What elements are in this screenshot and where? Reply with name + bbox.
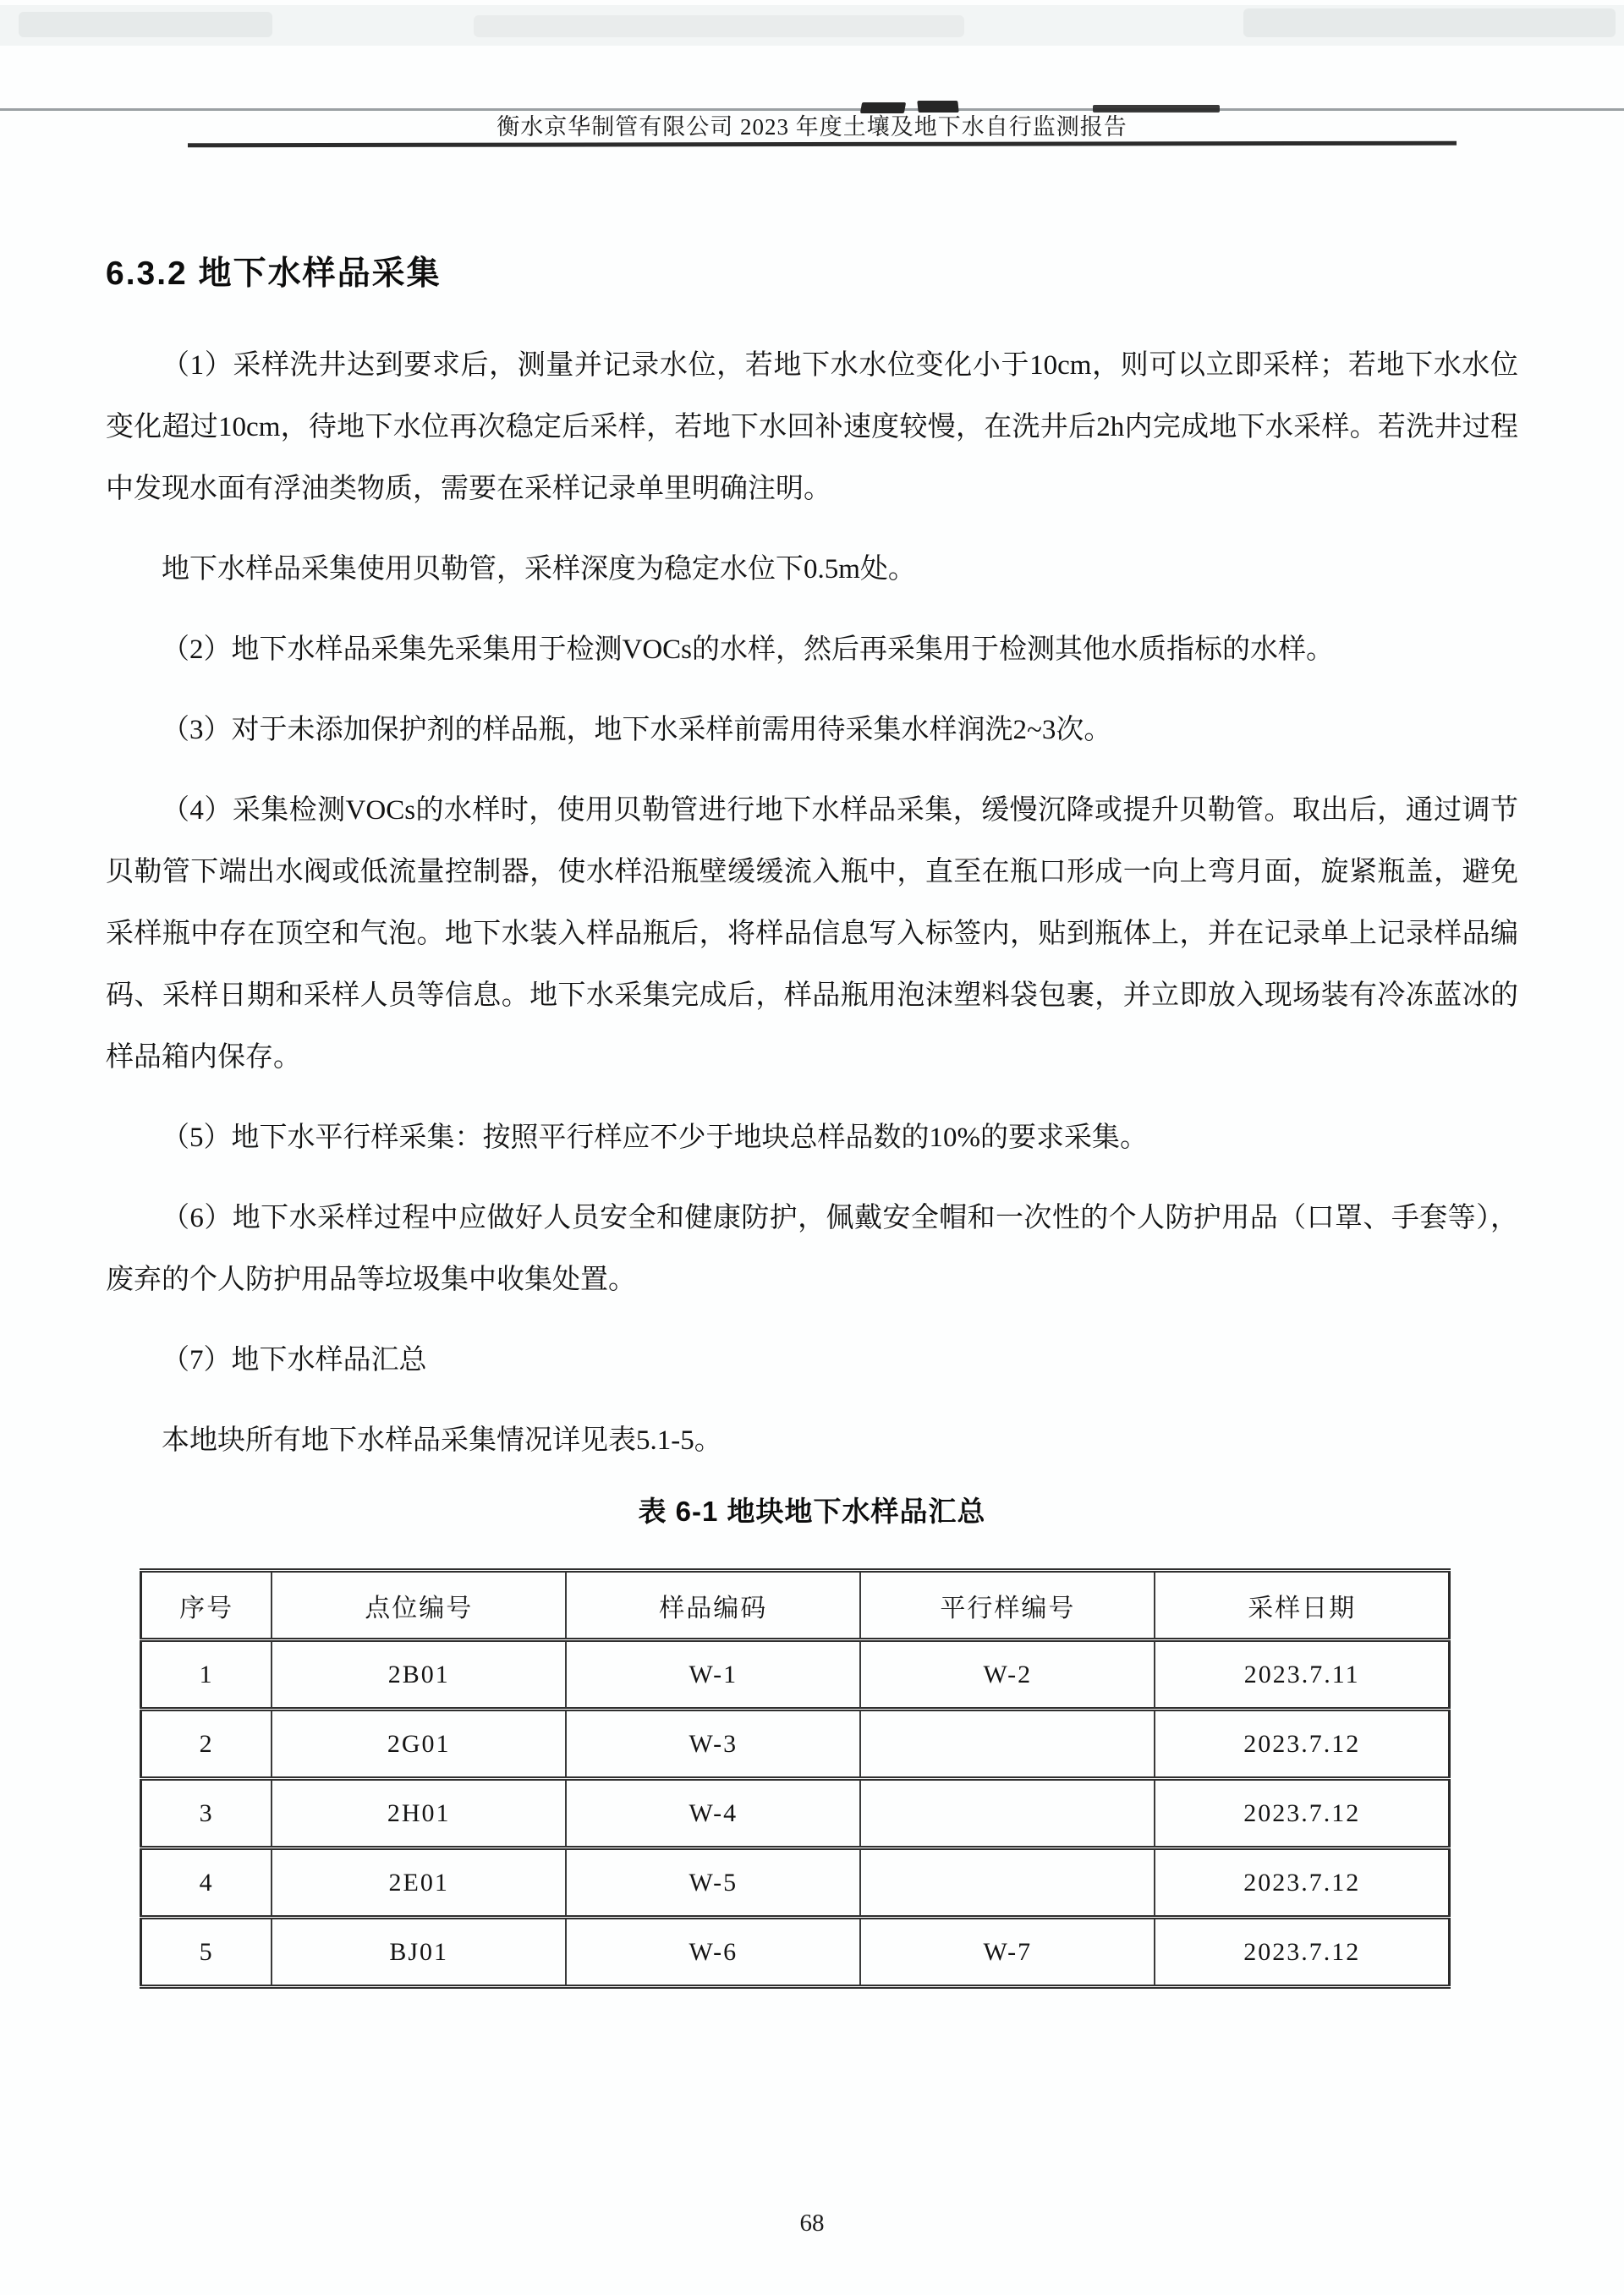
table-row <box>141 1710 1450 1779</box>
paragraph: （4）采集检测VOCs的水样时，使用贝勒管进行地下水样品采集，缓慢沉降或提升贝勒管。取出后，通过调节贝勒管下端出水阀或低流量控制器，使水样沿瓶壁缓缓流入瓶中，直至在瓶口形成一向上弯月面，旋紧瓶盖，避免采样瓶中存在顶空和气泡。地下水装入样品瓶后，将样品信息写入标签内，贴到瓶体上，并在记录单上记录样品编码、采样日期和采样人员等信息。地下水采集完成后，样品瓶用泡沫塑料袋包裹，并立即放入现场装有冷冻蓝冰的样品箱内保存。 <box>106 795 1518 1073</box>
table-cell: 2023.7.12 <box>1155 1710 1449 1779</box>
table-cell: 2023.7.11 <box>1155 1640 1449 1710</box>
paragraph: （5）地下水平行样采集：按照平行样应不少于地块总样品数的10%的要求采集。 <box>162 1123 1148 1153</box>
table-header-row <box>141 1571 1450 1640</box>
table-cell: 4 <box>141 1848 272 1918</box>
sample-table <box>140 1568 1451 1989</box>
table-cell <box>860 1779 1155 1848</box>
paragraph: （1）采样洗井达到要求后，测量并记录水位，若地下水水位变化小于10cm，则可以立即采样；若地下水水位变化超过10cm，待地下水位再次稳定后采样，若地下水回补速度较慢，在洗井后2h内完成地下水采样。若洗井过程中发现水面有浮油类物质，需要在采样记录单里明确注明。 <box>106 350 1518 504</box>
table-header-cell: 点位编号 <box>272 1571 566 1640</box>
content-area <box>106 250 1518 1989</box>
table-cell: BJ01 <box>272 1918 566 1987</box>
table-row <box>141 1848 1450 1918</box>
table-row <box>141 1918 1450 1987</box>
table-header-cell: 平行样编号 <box>860 1571 1155 1640</box>
table-cell: 2023.7.12 <box>1155 1848 1449 1918</box>
table-title: 表 6-1 地块地下水样品汇总 <box>638 1496 986 1527</box>
paragraph: 本地块所有地下水样品采集情况详见表5.1-5。 <box>162 1425 722 1456</box>
table-cell: 2G01 <box>272 1710 566 1779</box>
paragraph: （7）地下水样品汇总 <box>162 1345 427 1375</box>
paragraph: （2）地下水样品采集先采集用于检测VOCs的水样，然后再采集用于检测其他水质指标的水样。 <box>162 634 1335 665</box>
scan-artifact-patch <box>19 12 272 37</box>
section-heading: 6.3.2 地下水样品采集 <box>106 255 442 292</box>
table-cell: 2023.7.12 <box>1155 1779 1449 1848</box>
table-cell: 2E01 <box>272 1848 566 1918</box>
table-cell: 5 <box>141 1918 272 1987</box>
table-cell: 2 <box>141 1710 272 1779</box>
table-cell: W-5 <box>566 1848 860 1918</box>
scan-artifact-patch <box>1243 8 1616 37</box>
table-cell: W-2 <box>860 1640 1155 1710</box>
table-cell: W-6 <box>566 1918 860 1987</box>
page-number: 68 <box>799 2210 825 2237</box>
table-cell: W-1 <box>566 1640 860 1710</box>
paragraph: 地下水样品采集使用贝勒管，采样深度为稳定水位下0.5m处。 <box>162 554 916 585</box>
table-cell: W-3 <box>566 1710 860 1779</box>
table-header-cell: 采样日期 <box>1155 1571 1449 1640</box>
table-cell: 2H01 <box>272 1779 566 1848</box>
table-cell: 3 <box>141 1779 272 1848</box>
table-header-cell: 样品编码 <box>566 1571 860 1640</box>
table-cell <box>860 1710 1155 1779</box>
table-row <box>141 1779 1450 1848</box>
paragraph: （6）地下水采样过程中应做好人员安全和健康防护，佩戴安全帽和一次性的个人防护用品（口罩、手套等），废弃的个人防护用品等垃圾集中收集处置。 <box>106 1203 1518 1295</box>
table-header-cell: 序号 <box>141 1571 272 1640</box>
table-cell: W-7 <box>860 1918 1155 1987</box>
paragraph: （3）对于未添加保护剂的样品瓶，地下水采样前需用待采集水样润洗2~3次。 <box>162 715 1112 745</box>
table-cell <box>860 1848 1155 1918</box>
table-cell: 2023.7.12 <box>1155 1918 1449 1987</box>
table-cell: 2B01 <box>272 1640 566 1710</box>
table-cell: W-4 <box>566 1779 860 1848</box>
table-cell: 1 <box>141 1640 272 1710</box>
scan-artifact-patch <box>474 15 964 37</box>
paragraphs-container <box>106 335 1518 1472</box>
page-header-title: 衡水京华制管有限公司 2023 年度土壤及地下水自行监测报告 <box>497 114 1127 140</box>
table-row <box>141 1640 1450 1710</box>
